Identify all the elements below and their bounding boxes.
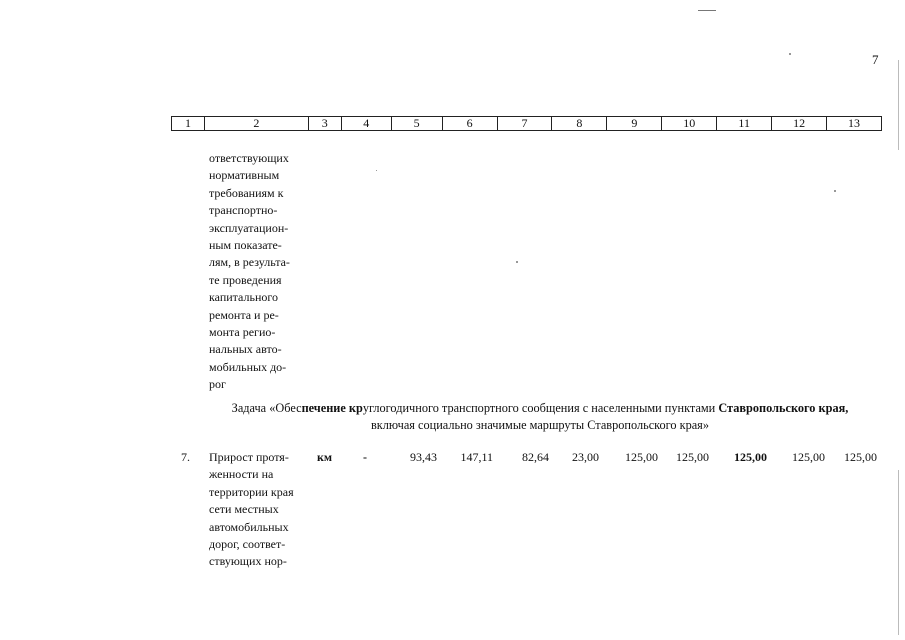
continuation-line: нормативным (209, 168, 280, 183)
header-col-4: 4 (342, 117, 392, 130)
scan-speck (789, 53, 791, 55)
task-bold-region: Ставропольского края, (718, 401, 849, 415)
continuation-line: эксплуатацион- (209, 220, 289, 235)
continuation-line: ным показате- (209, 238, 282, 253)
task-heading-line-1 (180, 400, 900, 417)
task-bold-fragment: печение кр (301, 401, 363, 415)
continuation-line: ответствующих (209, 151, 289, 165)
header-col-1: 1 (172, 117, 205, 130)
row-value-col7: 82,64 (522, 450, 549, 464)
row-indicator-text (209, 449, 305, 571)
scan-mark (698, 10, 716, 11)
row-value-col11: 125,00 (734, 450, 767, 464)
task-heading-line-2: включая социально значимые маршруты Ставропольского края» (371, 418, 709, 432)
table-header-row (171, 116, 882, 131)
indicator-line: автомобильных (209, 519, 289, 534)
header-col-10: 10 (662, 117, 717, 130)
header-col-3: 3 (309, 117, 342, 130)
row-base-value: - (363, 450, 367, 464)
row-unit: км (317, 450, 333, 464)
row-value-col8: 23,00 (572, 450, 599, 464)
scan-edge-line (898, 470, 899, 635)
header-col-9: 9 (607, 117, 662, 130)
row-value-col5: 93,43 (410, 450, 437, 464)
task-text-middle: углогодичного транспортного сообщения с населенными пунктами (362, 401, 719, 415)
continuation-line: транспортно- (209, 203, 278, 218)
indicator-line: сети местных (209, 502, 279, 517)
header-col-2: 2 (205, 117, 309, 130)
row-value-col13: 125,00 (844, 450, 877, 464)
task-prefix: Задача «Обес (231, 401, 302, 415)
scan-edge-line (898, 60, 899, 150)
row-value-col6: 147,11 (460, 450, 493, 464)
scan-speck (516, 261, 518, 263)
indicator-line: территории края (209, 484, 294, 499)
row-value-col12: 125,00 (792, 450, 825, 464)
continuation-line: рог (209, 377, 226, 392)
indicator-continuation-text (209, 150, 305, 394)
indicator-line: женности на (209, 467, 274, 482)
continuation-line: нальных авто- (209, 342, 282, 357)
scan-speck (376, 170, 377, 171)
row-value-col10: 125,00 (676, 450, 709, 464)
continuation-line: ремонта и ре- (209, 307, 279, 322)
continuation-line: требованиям к (209, 185, 284, 200)
header-col-5: 5 (392, 117, 443, 130)
continuation-line: мобильных до- (209, 359, 287, 374)
page-number: 7 (872, 52, 879, 67)
header-col-8: 8 (552, 117, 607, 130)
indicator-line: дорог, соответ- (209, 537, 286, 552)
header-col-7: 7 (498, 117, 553, 130)
indicator-line: ствующих нор- (209, 554, 287, 569)
continuation-line: те проведения (209, 272, 282, 287)
row-number: 7. (181, 450, 190, 464)
continuation-line: монта регио- (209, 325, 276, 340)
continuation-line: лям, в результа- (209, 255, 290, 270)
header-col-11: 11 (717, 117, 772, 130)
header-col-12: 12 (772, 117, 827, 130)
row-value-col9: 125,00 (625, 450, 658, 464)
indicator-line: Прирост протя- (209, 450, 289, 464)
continuation-line: капитального (209, 290, 278, 305)
task-heading (180, 400, 900, 434)
header-col-6: 6 (443, 117, 498, 130)
header-col-13: 13 (848, 116, 861, 130)
scan-speck (834, 190, 836, 192)
